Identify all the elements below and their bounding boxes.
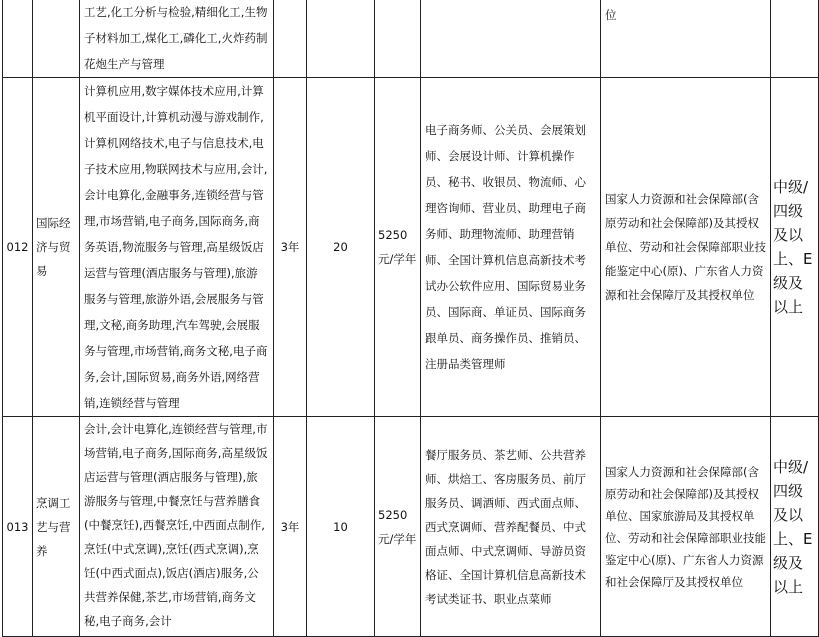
certificates: 电子商务师、公关员、会展策划师、会展设计师、计算机操作员、秘书、收银员、物流师、心理咨询师、营业员、助理电子商务师、助理物流师、助理营销师、全国计算机信息高新技术考试办公软件应用、国际贸易业务员、国际商、单证员、国际商务跟单员、商务操作员、推销员、注册品类管理师 [421,78,601,417]
study-years [274,0,307,78]
major-name: 国际经济与贸易 [33,78,80,417]
study-years: 3年 [274,78,307,417]
certificate-level [771,0,819,78]
tuition-fee: 5250元/学年 [375,78,421,417]
tuition-fee: 5250元/学年 [375,417,421,637]
related-directions: 计算机应用,数字媒体技术应用,计算机平面设计,计算机动漫与游戏制作,计算机网络技术,电子与信息技术,电子技术应用,物联网技术与应用,会计,会计电算化,金融事务,连锁经营与管理,市场营销,电子商务,国际商务,商务英语,物流服务与管理,高星级饭店运营与管理(酒店服务与管理),旅游服务与管理,旅游外语,会展服务与管理,文秘,商务助理,汽车驾驶,会展服务与管理,市场营销,商务文秘,电子商务,会计,国际贸易,商务外语,网络营销,连锁经营与管理 [80,78,274,417]
certificates: 餐厅服务员、茶艺师、公共营养师、烘焙工、客房服务员、前厅服务员、调酒师、西式面点师、西式烹调师、营养配餐员、中式面点师、中式烹调师、导游员资格证、全国计算机信息高新技术考试类证书、职业点菜师 [421,417,601,637]
major-code: 013 [3,417,33,637]
major-code: 012 [3,78,33,417]
certificate-level: 中级/四级及以上、E级及以上 [771,78,819,417]
enrollment-quota [307,0,375,78]
related-directions: 会计,会计电算化,连锁经营与管理,市场营销,电子商务,国际商务,高星级饭店运营与管理(酒店服务与管理),旅游服务与管理,中餐烹饪与营养膳食(中餐烹饪),西餐烹饪,中西面点制作,烹饪(中式烹调),烹饪(西式烹调),烹饪(中西式面点),饭店(酒店)服务,公共营养保健,茶艺,市场营销,商务文秘,电子商务,会计 [80,417,274,637]
issuing-organizations: 国家人力资源和社会保障部(含原劳动和社会保障部)及其授权单位、劳动和社会保障部职业技能鉴定中心(原)、广东省人力资源和社会保障厅及其授权单位 [601,78,771,417]
major-name [33,0,80,78]
table-row [3,78,819,417]
issuing-organizations: 位 [601,0,771,78]
major-name: 烹调工艺与营养 [33,417,80,637]
tuition-fee [375,0,421,78]
certificate-level: 中级/四级及以上、E级及以上 [771,417,819,637]
study-years: 3年 [274,417,307,637]
issuing-organizations: 国家人力资源和社会保障部(含原劳动和社会保障部)及其授权单位、国家旅游局及其授权单位、劳动和社会保障部职业技能鉴定中心(原)、广东省人力资源和社会保障厅及其授权单位 [601,417,771,637]
major-table [2,0,819,637]
enrollment-quota: 10 [307,417,375,637]
major-code [3,0,33,78]
table-row [3,417,819,637]
table-row [3,0,819,78]
enrollment-quota: 20 [307,78,375,417]
related-directions: 工艺,化工分析与检验,精细化工,生物子材料加工,煤化工,磷化工,火炸药制花炮生产与管理 [80,0,274,78]
certificates [421,0,601,78]
